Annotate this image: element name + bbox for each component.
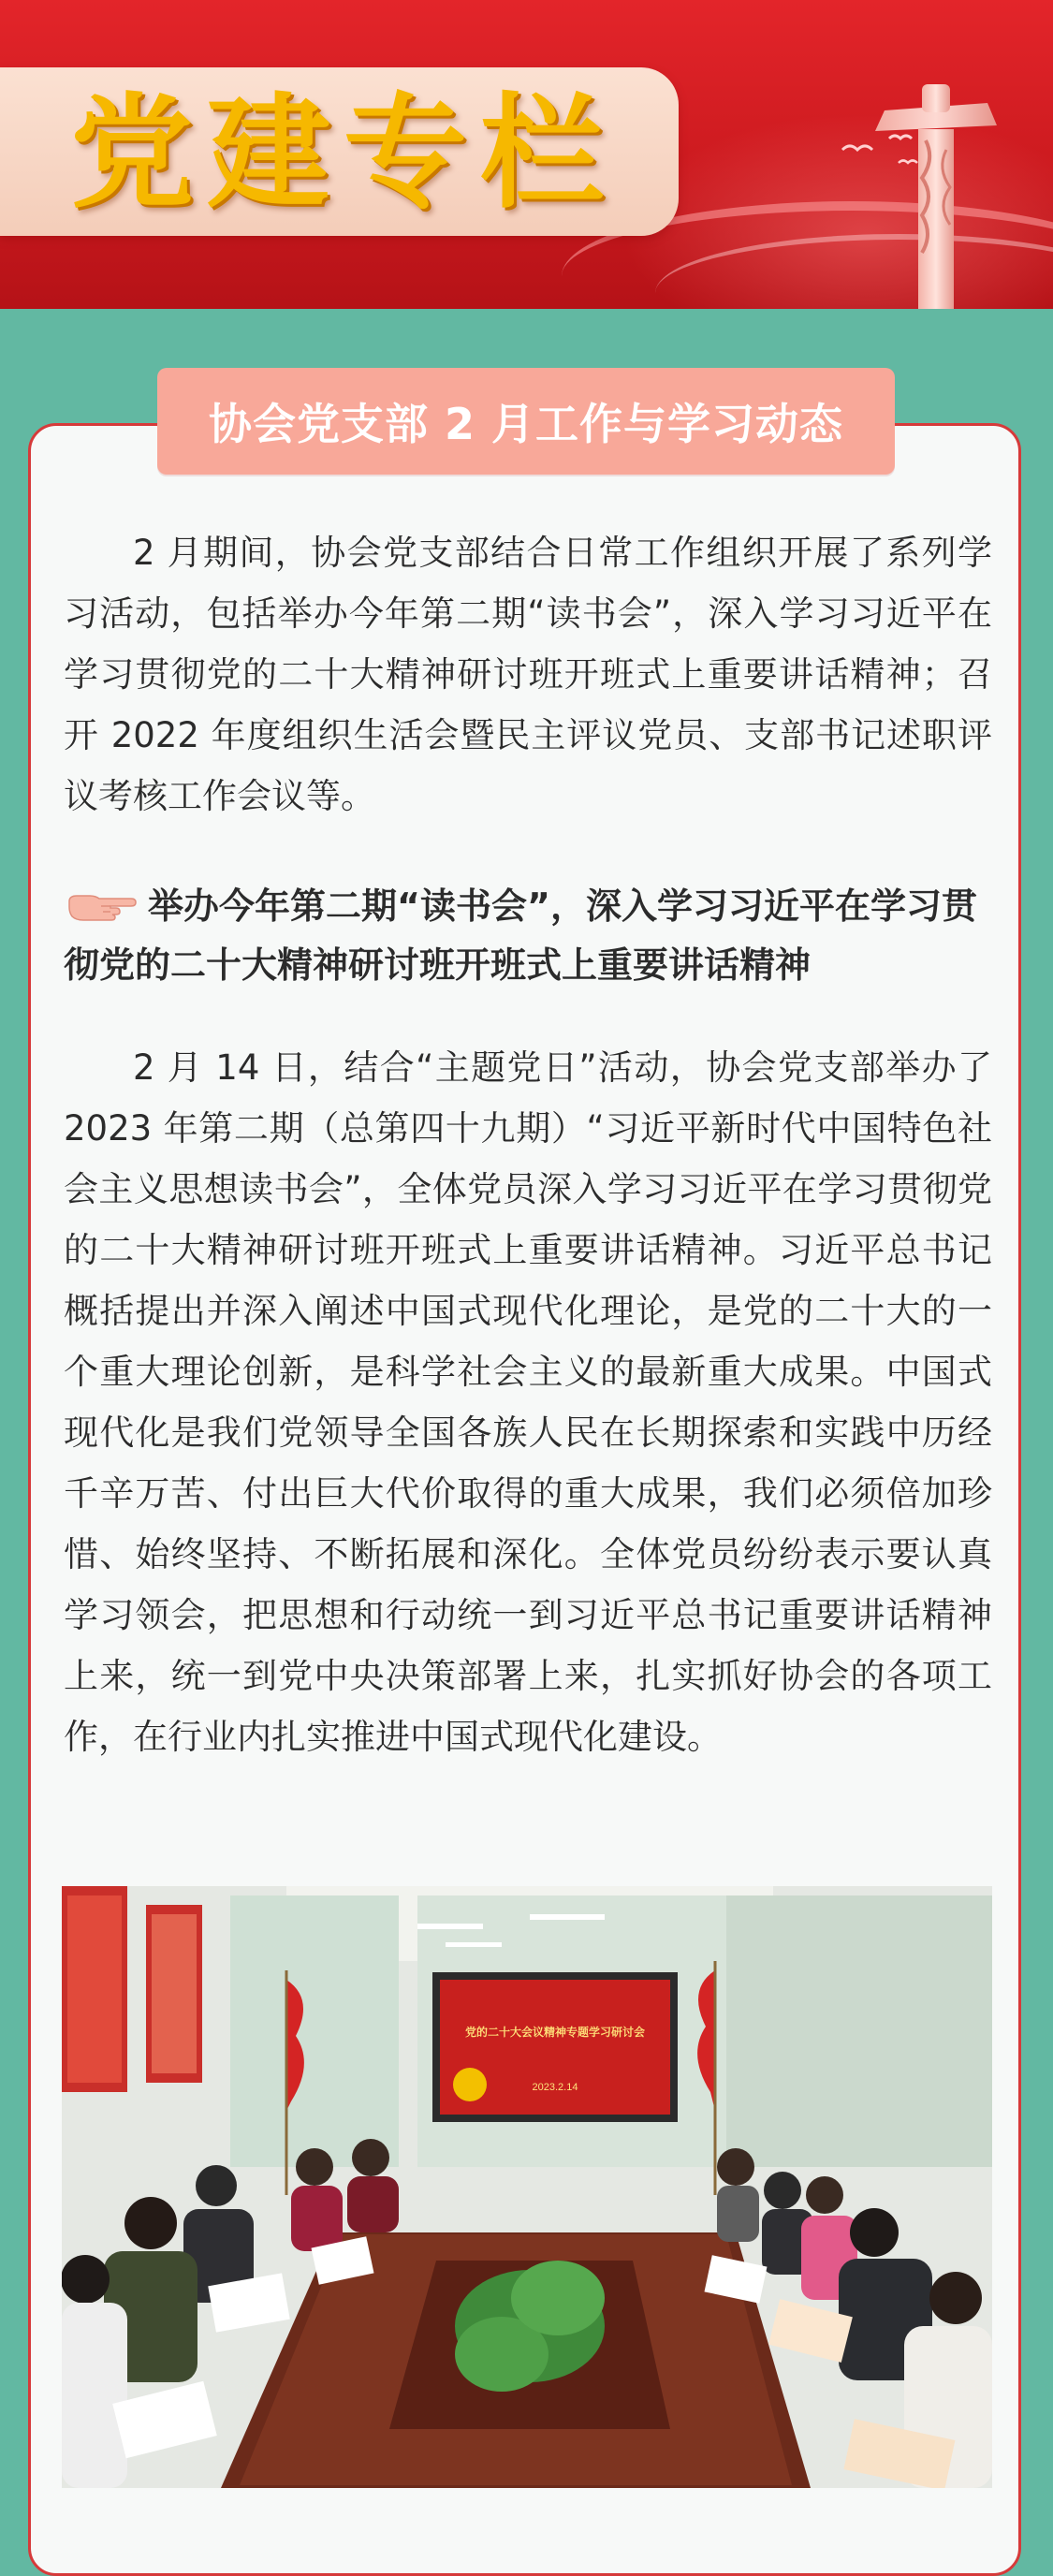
huabiao-icon (856, 75, 1016, 309)
banner-title: 党建专栏 (70, 80, 617, 226)
pointing-hand-icon (64, 890, 137, 922)
screen-date: 2023.2.14 (532, 2082, 578, 2093)
intro-paragraph: 2 月期间，协会党支部结合日常工作组织开展了系列学习活动，包括举办今年第二期“读书会”，深入学习习近平在学习贯彻党的二十大精神研讨班开班式上重要讲话精神；召开 2022 年度组织生活会暨民主评议党员、支部书记述职评议考核工作会议等。 (64, 533, 992, 816)
meeting-photo-illustration (62, 1886, 992, 2488)
section-body-paragraph: 2 月 14 日，结合“主题党日”活动，协会党支部举办了 2023 年第二期（总第四十九期）“习近平新时代中国特色社会主义思想读书会”，全体党员深入学习习近平在学习贯彻党的二十大精神研讨班开班式上重要讲话精神。习近平总书记概括提出并深入阐述中国式现代化理论，是党的二十大的一个重大理论创新，是科学社会主义的最新重大成果。中国式现代化是我们党领导全国各族人民在长期探索和实践中历经千辛万苦、付出巨大代价取得的重大成果，我们必须倍加珍惜、始终坚持、不断拓展和深化。全体党员纷纷表示要认真学习领会，把思想和行动统一到习近平总书记重要讲话精神上来，统一到党中央决策部署上来，扎实抓好协会的各项工作，在行业内扎实推进中国式现代化建设。 (64, 1047, 992, 1757)
section-heading-text: 举办今年第二期“读书会”，深入学习习近平在学习贯彻党的二十大精神研讨班开班式上重要讲话精神 (64, 886, 977, 986)
screen-title: 党的二十大会议精神专题学习研讨会 (464, 2026, 646, 2039)
card-header-title: 协会党支部 2 月工作与学习动态 (208, 399, 844, 449)
card-header (157, 368, 895, 475)
header-banner (0, 0, 1053, 309)
meeting-photo (62, 1886, 992, 2488)
section-heading (64, 877, 992, 995)
